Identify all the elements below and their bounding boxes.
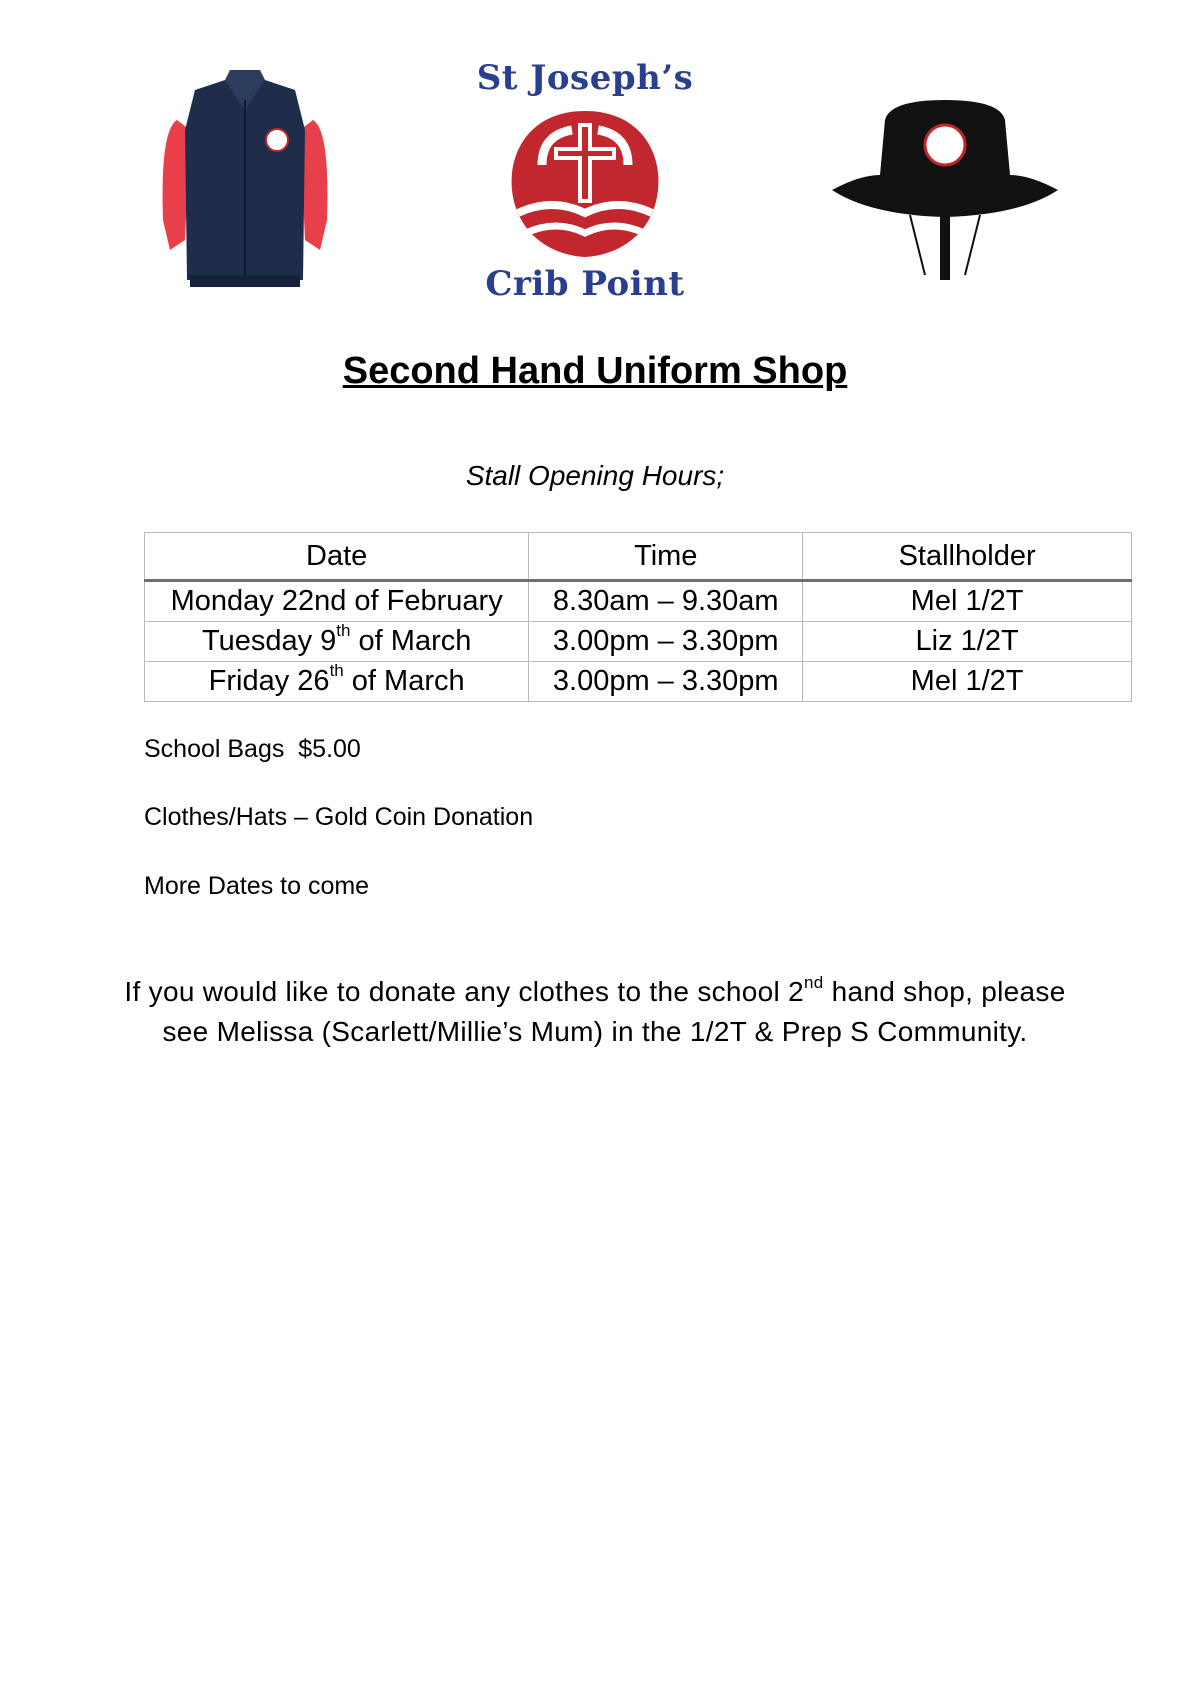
school-bags-note: School Bags $5.00 bbox=[144, 735, 361, 763]
school-logo bbox=[470, 55, 700, 305]
donate-text-part2: hand shop, please bbox=[823, 976, 1066, 1007]
school-crest-icon bbox=[502, 105, 668, 265]
stallholder-cell: Mel 1/2T bbox=[803, 662, 1132, 702]
logo-bottom-text: Crib Point bbox=[485, 264, 685, 304]
date-cell: Monday 22nd of February bbox=[145, 581, 529, 622]
header-stallholder: Stallholder bbox=[803, 533, 1132, 581]
table-header-row bbox=[145, 533, 1132, 581]
stall-hours-subtitle: Stall Opening Hours; bbox=[465, 460, 725, 491]
clothes-hats-note: Clothes/Hats – Gold Coin Donation bbox=[144, 803, 534, 831]
donate-text-line2: see Melissa (Scarlett/Millie’s Mum) in the 1/2T & Prep S Community. bbox=[162, 1016, 1028, 1047]
stallholder-cell: Mel 1/2T bbox=[803, 581, 1132, 622]
donation-paragraph bbox=[0, 972, 1190, 1052]
date-cell: Friday 26th of March bbox=[145, 662, 529, 702]
page-title: Second Hand Uniform Shop bbox=[342, 350, 848, 392]
date-cell: Tuesday 9th of March bbox=[145, 622, 529, 662]
schedule-table bbox=[144, 532, 1132, 702]
vest-image bbox=[155, 70, 335, 290]
time-cell: 3.00pm – 3.30pm bbox=[529, 622, 803, 662]
header-date: Date bbox=[145, 533, 529, 581]
donate-text-part1: If you would like to donate any clothes to the school 2 bbox=[124, 976, 805, 1007]
stallholder-cell: Liz 1/2T bbox=[803, 622, 1132, 662]
table-row bbox=[145, 662, 1132, 702]
more-dates-note: More Dates to come bbox=[144, 872, 370, 900]
header-images bbox=[0, 0, 1190, 310]
donate-sup: nd bbox=[804, 972, 824, 992]
table-row bbox=[145, 581, 1132, 622]
time-cell: 8.30am – 9.30am bbox=[529, 581, 803, 622]
header-time: Time bbox=[529, 533, 803, 581]
hat-image bbox=[830, 95, 1060, 280]
table-row bbox=[145, 622, 1132, 662]
time-cell: 3.00pm – 3.30pm bbox=[529, 662, 803, 702]
logo-top-text: St Joseph’s bbox=[476, 58, 694, 98]
